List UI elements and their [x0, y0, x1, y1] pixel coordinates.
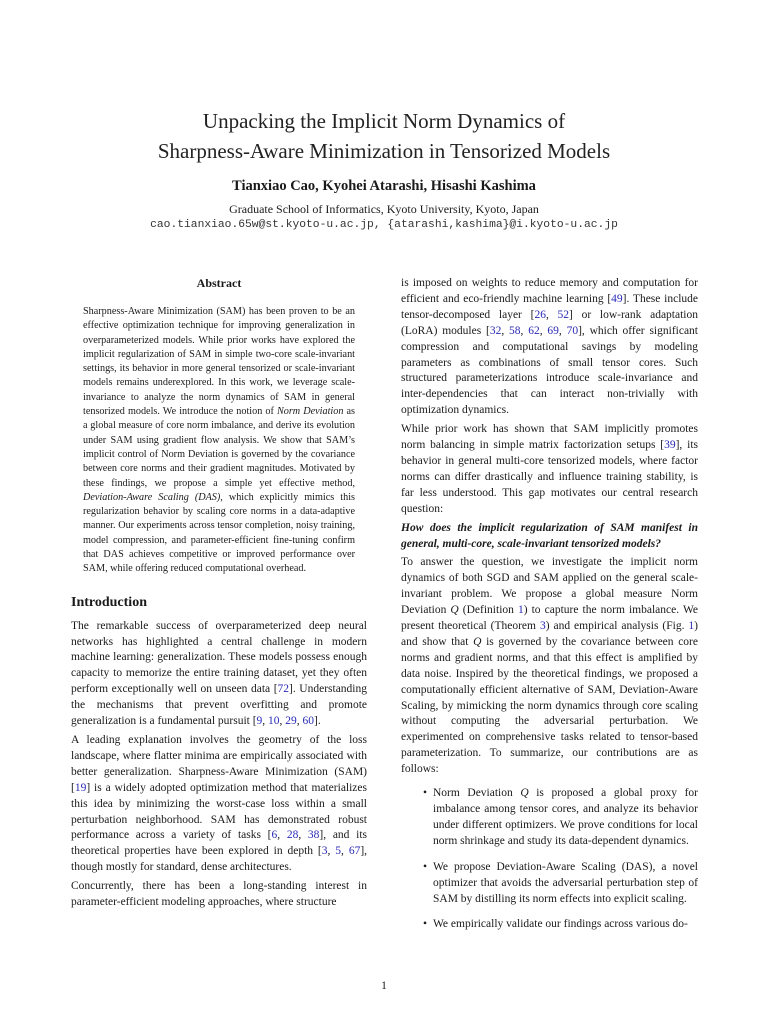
- citation-link[interactable]: 67: [348, 845, 361, 858]
- list-item: [401, 786, 698, 850]
- title-line-2: Sharpness-Aware Minimization in Tensorized Models: [157, 139, 611, 163]
- text-span: Concurrently, there has been a long-standing interest in parameter-efficient modeling approaches, where structure: [71, 880, 367, 909]
- citation-link[interactable]: 70: [566, 324, 579, 337]
- abstract-heading: Abstract: [196, 276, 242, 290]
- citation-link[interactable]: 58: [509, 324, 521, 337]
- right-column: [401, 276, 698, 943]
- right-paragraph-2: [401, 422, 698, 517]
- abstract-text-3: , which explicitly mimics this regularization behavior by scaling core norms in a data-adaptive manner. Our experiments across tensor completion, noisy training, model compression, and parameter-efficient fine-tuning confirm that DAS achieves competitive or improved performance over SAM, while offering reduced computational overhead.: [83, 491, 355, 575]
- text-span: The remarkable success of overparameterized deep neural networks has highlighted a central challenge in modern machine learning: generalization. These models possess enough capacity to memorize the entire training dataset, yet they often perform exceptionally well on unseen data [: [71, 619, 367, 696]
- bullet-marker: •: [423, 787, 428, 800]
- research-question: How does the implicit regularization of SAM manifest in general, multi-core, scale-invariant tensorized models?: [401, 521, 698, 550]
- text-span: ], and its theoretical properties have been explored in depth [: [71, 829, 367, 858]
- text-span: To answer the question, we investigate the implicit norm dynamics of both SGD and SAM applied on the general scale-invariant problem. We propose a global measure Norm Deviation: [401, 556, 698, 617]
- citation-link[interactable]: 19: [74, 781, 87, 794]
- math-symbol-q: Q: [450, 604, 459, 617]
- text-span: ] is a widely adopted optimization method that materializes this idea by minimizing the worst-case loss within a small perturbation neighborhood. SAM has demonstrated robust performance across a variety of tasks [: [71, 781, 367, 842]
- text-span: is governed by the covariance between core norms and gradient norms, and that this effect is amplified by data noise. Inspired by the theoretical findings, we proposed a computationally efficient alternative of SAM, Deviation-Aware Scaling, by mimicking the norm dynamics through core scaling without computing the adversarial perturbation. We experimented on comprehensive tasks related to tensor-based parameterization. To summarize, our contributions are as follows:: [401, 635, 698, 776]
- text-span: ) and show that: [401, 620, 698, 648]
- list-item: [401, 860, 698, 908]
- text-span: A leading explanation involves the geometry of the loss landscape, where flatter minima are empirically associated with better generalization. Sharpness-Aware Minimization (SAM) [: [71, 733, 367, 794]
- citation-link[interactable]: 26: [534, 308, 546, 321]
- abstract-text-1: Sharpness-Aware Minimization (SAM) has been proven to be an effective optimization technique for improving generalization in overparameterized models. While prior works have explored the implicit regularization of SAM in simple two-core scale-invariant settings, its behavior in more general tensorized or scale-invariant models remains underexplored. In this work, we leverage scale-invariance to analyze the norm dynamics of SAM in general tensorized models. We introduce the notion of: [83, 306, 355, 418]
- citation-link[interactable]: 49: [611, 292, 623, 305]
- contribution-list: [401, 786, 698, 933]
- text-span: ) and empirical analysis (Fig.: [545, 620, 689, 633]
- affiliation: Graduate School of Informatics, Kyoto University, Kyoto, Japan: [229, 202, 539, 216]
- citation-link[interactable]: 28: [286, 829, 299, 842]
- citation-link[interactable]: 6: [271, 829, 278, 842]
- theorem-link[interactable]: 3: [539, 620, 546, 633]
- right-paragraph-1: is imposed on weights to reduce memory and computation for efficient and eco-friendly machine learning [49]. These include tensor-decomposed layer [26, 52] or low-rank adaptation (LoRA) modules [32, 58, 62, 69, 70], which offer significant compression and computational savings by modeling parameters as combinations of small tensor cores. Such structured parameterizations introduce scale-invariance and inter-dependencies that can interact non-trivially with optimization dynamics.: [401, 277, 699, 417]
- text-span: ) to capture the norm imbalance. We present theoretical (Theorem: [401, 604, 698, 633]
- citation-link[interactable]: 62: [528, 324, 540, 337]
- figure-link[interactable]: 1: [688, 620, 695, 633]
- author-emails: cao.tianxiao.65w@st.kyoto-u.ac.jp, {atarashi,kashima}@i.kyoto-u.ac.jp: [150, 219, 618, 231]
- introduction-heading: Introduction: [71, 594, 147, 610]
- citation-link[interactable]: 52: [557, 308, 570, 321]
- definition-link[interactable]: 1: [517, 604, 524, 617]
- bullet-marker: •: [423, 918, 428, 931]
- text-span: ], its behavior in general multi-core tensorized models, where factor norms can differ drastically and influence training stability, is far less understood. This gap motivates our central research question:: [401, 439, 698, 515]
- text-span: ]. These include tensor-decomposed layer [: [401, 292, 698, 321]
- author-list: Tianxiao Cao, Kyohei Atarashi, Hisashi Kashima: [232, 178, 536, 194]
- text-span: ].: [314, 715, 321, 728]
- citation-link[interactable]: 5: [335, 845, 342, 858]
- abstract-text-2: as a global measure of core norm imbalance, and derive its evolution under SAM using gradient flow analysis. We show that SAM’s implicit control of Norm Deviation is governed by the covariance between core norms and their gradient magnitudes. Motivated by these findings, we propose a simple yet effective method,: [83, 406, 355, 489]
- text-span: is imposed on weights to reduce memory and computation for efficient and eco-friendly machine learning [: [401, 277, 698, 305]
- text-span: ]. Understanding the mechanisms that prevent overfitting and promote generalization is a fundamental pursuit [: [71, 683, 367, 728]
- citation-link[interactable]: 39: [664, 439, 676, 452]
- text-span: ], though mostly for standard, dense architectures.: [71, 845, 368, 874]
- citation-link[interactable]: 29: [285, 715, 297, 728]
- intro-paragraph-1: The remarkable success of overparameterized deep neural networks has highlighted a central challenge in modern machine learning: generalization. These models possess enough capacity to memorize the entire training dataset, yet they often perform exceptionally well on unseen data [72]. Understanding the mechanisms that prevent overfitting and promote generalization is a fundamental pursuit [9, 10, 29, 60].: [71, 619, 367, 728]
- text-span: Norm Deviation: [433, 787, 521, 800]
- text-span: While prior work has shown that SAM implicitly promotes norm balancing in simple matrix factorization setups [: [401, 423, 698, 452]
- citation-link[interactable]: 10: [268, 715, 280, 728]
- text-span: (Definition: [458, 604, 518, 617]
- abstract-body: [83, 305, 355, 577]
- intro-paragraph-2: A leading explanation involves the geometry of the loss landscape, where flatter minima are empirically associated with better generalization. Sharpness-Aware Minimization (SAM) [19] is a widely adopted optimization method that materializes this idea by minimizing the worst-case loss within a small perturbation neighborhood. SAM has demonstrated robust performance across a variety of tasks [6, 28, 38], and its theoretical properties have been explored in depth [3, 5, 67], though mostly for standard, dense architectures.: [71, 733, 368, 874]
- abstract-term-norm-deviation: Norm Deviation: [276, 406, 344, 418]
- title-line-1: Unpacking the Implicit Norm Dynamics of: [202, 109, 566, 133]
- paper-title: [0, 106, 768, 166]
- math-symbol-q: Q: [520, 787, 529, 800]
- bullet-marker: •: [423, 860, 428, 873]
- text-span: ] or low-rank adaptation (LoRA) modules [: [401, 308, 699, 337]
- text-span: ], which offer significant compression and computational savings by modeling parameters as combinations of small tensor cores. Such structured parameterizations introduce scale-invariance and inter-dependencies that can interact non-trivially with optimization dynamics.: [401, 324, 698, 417]
- page-number: 1: [381, 980, 387, 992]
- left-column: [71, 276, 367, 914]
- citation-link[interactable]: 32: [489, 324, 502, 337]
- citation-link[interactable]: 3: [321, 845, 328, 858]
- citation-link[interactable]: 38: [307, 829, 320, 842]
- text-span: We empirically validate our findings across various do-: [433, 918, 688, 931]
- list-item: [401, 917, 698, 933]
- citation-link[interactable]: 72: [277, 683, 290, 696]
- citation-link[interactable]: 69: [547, 324, 559, 337]
- text-span: We propose Deviation-Aware Scaling (DAS), a novel optimizer that avoids the adversarial perturbation step of SAM by distilling its norm effects into explicit scaling.: [433, 860, 698, 905]
- citation-link[interactable]: 9: [256, 715, 263, 728]
- intro-paragraph-3: [71, 879, 367, 911]
- citation-link[interactable]: 60: [302, 715, 315, 728]
- math-symbol-q: Q: [473, 635, 482, 648]
- right-paragraph-3: [401, 555, 698, 778]
- abstract-term-das: Deviation-Aware Scaling (DAS): [83, 491, 221, 503]
- text-span: is proposed a global proxy for imbalance among tensor cores, and analyze its behavior under different optimizers. We prove conditions for local norm shrinkage and study its data-dependent dynamics.: [433, 787, 698, 847]
